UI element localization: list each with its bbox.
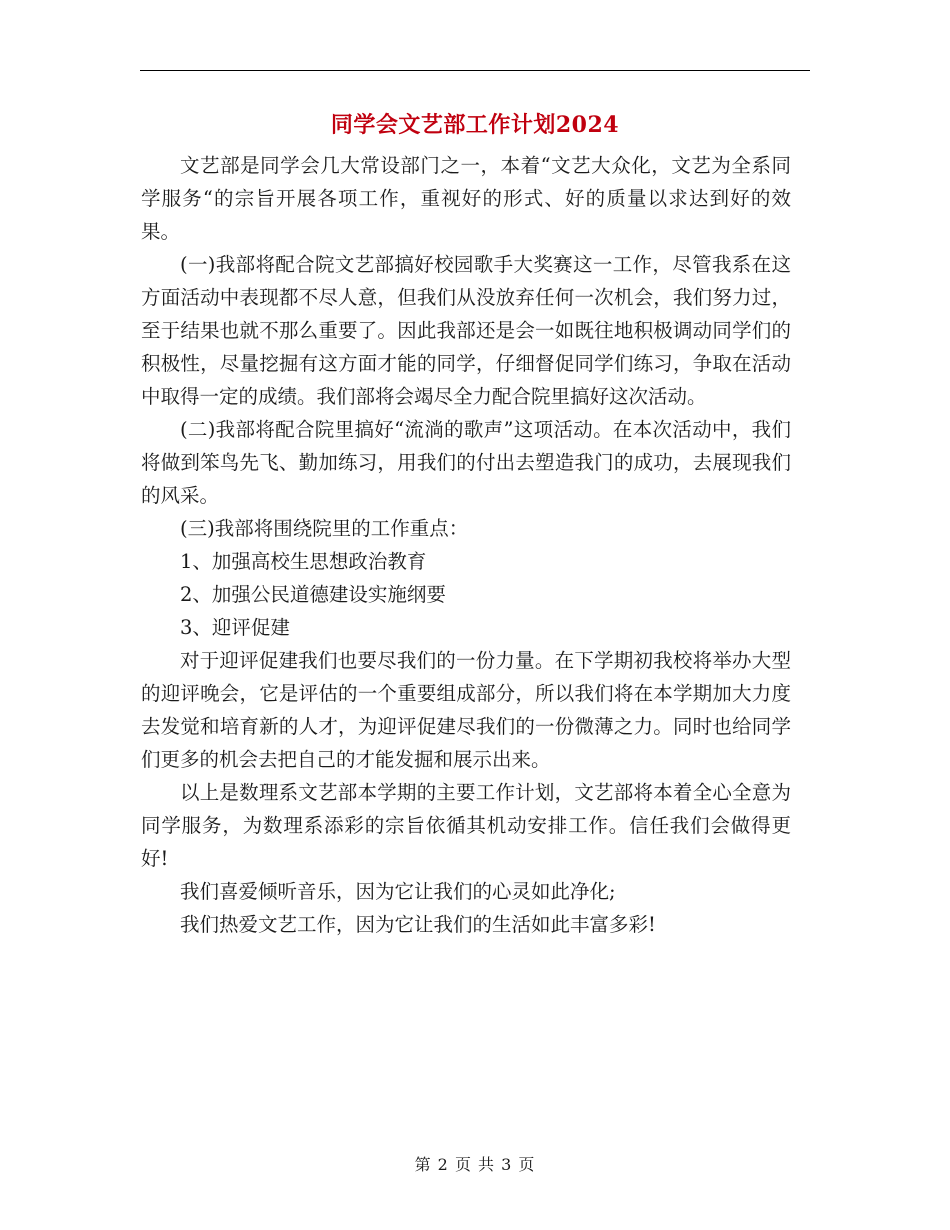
document-title: 同学会文艺部工作计划2024 (330, 112, 620, 138)
page-number: 第 2 页 共 3 页 (414, 1155, 536, 1174)
closing-line-2: 我们热爱文艺工作，因为它让我们的生活如此丰富多彩! (180, 913, 656, 936)
list-item-2: 2、加强公民道德建设实施纲要 (180, 583, 446, 606)
list-item-3: 3、迎评促建 (180, 616, 290, 639)
paragraph-item-3: (三)我部将围绕院里的工作重点： (180, 517, 469, 540)
closing-line-1: 我们喜爱倾听音乐，因为它让我们的心灵如此净化; (180, 880, 616, 903)
paragraph-intro: 文艺部是同学会几大常设部门之一，本着“文艺大众化，文艺为全系同学服务“的宗旨开展各项工作，重视好的形式、好的质量以求达到好的效果。 (141, 154, 791, 243)
paragraph-item-2: (二)我部将配合院里搞好“流淌的歌声”这项活动。在本次活动中，我们将做到笨鸟先飞、勤加练习，用我们的付出去塑造我门的成功，去展现我们的风采。 (141, 418, 791, 507)
paragraph-item-1: (一)我部将配合院文艺部搞好校园歌手大奖赛这一工作，尽管我系在这方面活动中表现都不尽人意，但我们从没放弃任何一次机会，我们努力过，至于结果也就不那么重要了。因此我部还是会一如既往地积极调动同学们的积极性，尽量挖掘有这方面才能的同学，仔细督促同学们练习，争取在活动中取得一定的成绩。我们部将会竭尽全力配合院里搞好这次活动。 (141, 253, 791, 408)
document-body (141, 149, 791, 941)
paragraph-summary: 以上是数理系文艺部本学期的主要工作计划，文艺部将本着全心全意为同学服务，为数理系添彩的宗旨依循其机动安排工作。信任我们会做得更好! (141, 781, 791, 870)
header-rule (140, 70, 810, 71)
list-item-1: 1、加强高校生思想政治教育 (180, 550, 427, 573)
paragraph-evaluation: 对于迎评促建我们也要尽我们的一份力量。在下学期初我校将举办大型的迎评晚会，它是评估的一个重要组成部分，所以我们将在本学期加大力度去发觉和培育新的人才，为迎评促建尽我们的一份微薄之力。同时也给同学们更多的机会去把自己的才能发掘和展示出来。 (141, 649, 791, 771)
